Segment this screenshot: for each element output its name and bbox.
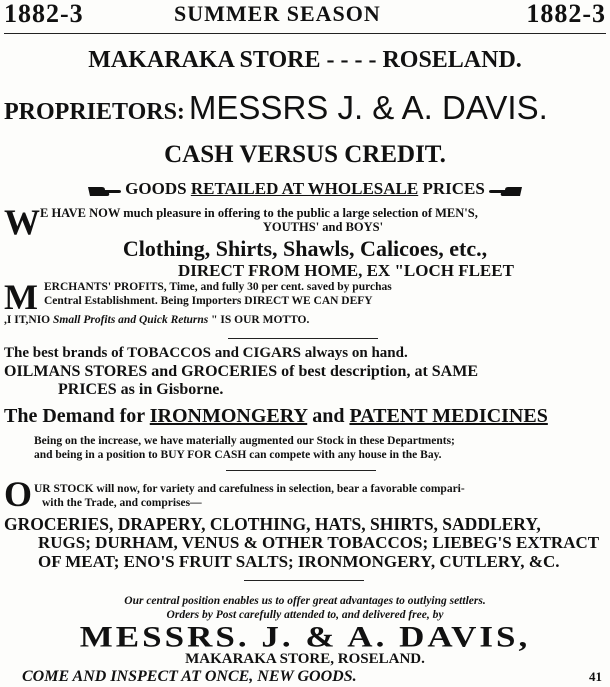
para3-dropcap: O (4, 474, 33, 514)
para3-line1: UR STOCK will now, for variety and carefulness in selection, bear a favorable compari- (34, 483, 465, 495)
footer-big-name: MESSRS. J. & A. DAVIS, (79, 620, 531, 654)
header-line (4, 0, 606, 28)
demand-line2: and being in a position to BUY FOR CASH can compete with any house in the Bay. (34, 449, 442, 461)
pointing-hand-left-icon (489, 183, 523, 197)
demand-pre: The Demand for (4, 405, 150, 427)
goods-post: PRICES (418, 179, 485, 198)
demand-iron: IRONMONGERY (149, 405, 308, 427)
para2-line1: ERCHANTS' PROFITS, Time, and fully 30 per cent. saved by purchas (44, 281, 392, 293)
list-line1: GROCERIES, DRAPERY, CLOTHING, HATS, SHIRTS, SADDLERY, (4, 514, 541, 534)
proprietors-line (4, 88, 606, 135)
demand-line (4, 404, 606, 428)
header-season: SUMMER SEASON (174, 1, 381, 26)
goods-line (4, 178, 606, 200)
para1-line2: YOUTHS' and BOYS' (262, 220, 384, 234)
para2-rule (228, 338, 378, 339)
header-year-right: 1882-3 (526, 0, 606, 28)
para1-line4: DIRECT FROM HOME, EX "LOCH FLEET (178, 261, 514, 280)
para2-line3-post: " IS OUR MOTTO. (208, 314, 310, 326)
para2-dropcap: M (4, 277, 38, 317)
footer-address: MAKARAKA STORE, ROSELAND. (185, 651, 425, 667)
oilmans-line2: PRICES as in Gisborne. (58, 381, 224, 398)
para1-dropcap: W (4, 202, 40, 242)
proprietors-name: MESSRS J. & A. DAVIS. (188, 89, 548, 126)
proprietors-label: PROPRIETORS: (4, 99, 185, 125)
store-dashes: - - - - (326, 47, 377, 73)
list-line2: RUGS; DURHAM, VENUS & OTHER TOBACCOS; LIEBEG'S EXTRACT (38, 533, 600, 552)
oilmans-line1: OILMANS STORES and GROCERIES of best description, at SAME (4, 363, 479, 380)
list-rule (244, 580, 364, 581)
para2-line3 (4, 313, 606, 328)
tobacco-line: The best brands of TOBACCOS and CIGARS always on hand. (4, 345, 408, 361)
footer-closing: COME AND INSPECT AT ONCE, NEW GOODS. (22, 668, 357, 685)
list-line3: OF MEAT; ENO'S FRUIT SALTS; IRONMONGERY, CUTLERY, &C. (38, 552, 560, 571)
goods-pre: GOODS (125, 179, 191, 198)
pointing-hand-right-icon (87, 183, 121, 197)
footer-line1: Our central position enables us to offer great advantages to outlying settlers. (124, 595, 486, 607)
demand-mid: and (307, 405, 350, 427)
para2-line3-pre: ,I IT,NIO (4, 314, 51, 326)
footer-line2: Orders by Post carefully attended to, and delivered free, by (166, 609, 444, 621)
para2-line2: Central Establishment. Being Importers DIRECT WE CAN DEFY (44, 295, 373, 307)
footer-number: 41 (589, 669, 602, 684)
demand-patent: PATENT MEDICINES (349, 405, 548, 427)
para1-line3: Clothing, Shirts, Shawls, Calicoes, etc., (122, 236, 488, 261)
store-line (4, 46, 606, 74)
slogan: CASH VERSUS CREDIT. (164, 141, 446, 168)
para1-line1: E HAVE NOW much pleasure in offering to the public a large selection of MEN'S, (40, 206, 478, 220)
para3-line2: with the Trade, and comprises— (42, 497, 202, 509)
goods-underlined: RETAILED AT WHOLESALE (190, 179, 419, 198)
header-year-left: 1882-3 (4, 0, 84, 28)
para2-motto: Small Profits and Quick Returns (50, 314, 209, 326)
demand-line1: Being on the increase, we have materially augmented our Stock in these Departments; (34, 435, 455, 447)
store-name: MAKARAKA STORE (88, 47, 321, 73)
demand-rule (226, 470, 376, 471)
header-rule (4, 33, 606, 34)
store-place: ROSELAND. (382, 47, 522, 73)
